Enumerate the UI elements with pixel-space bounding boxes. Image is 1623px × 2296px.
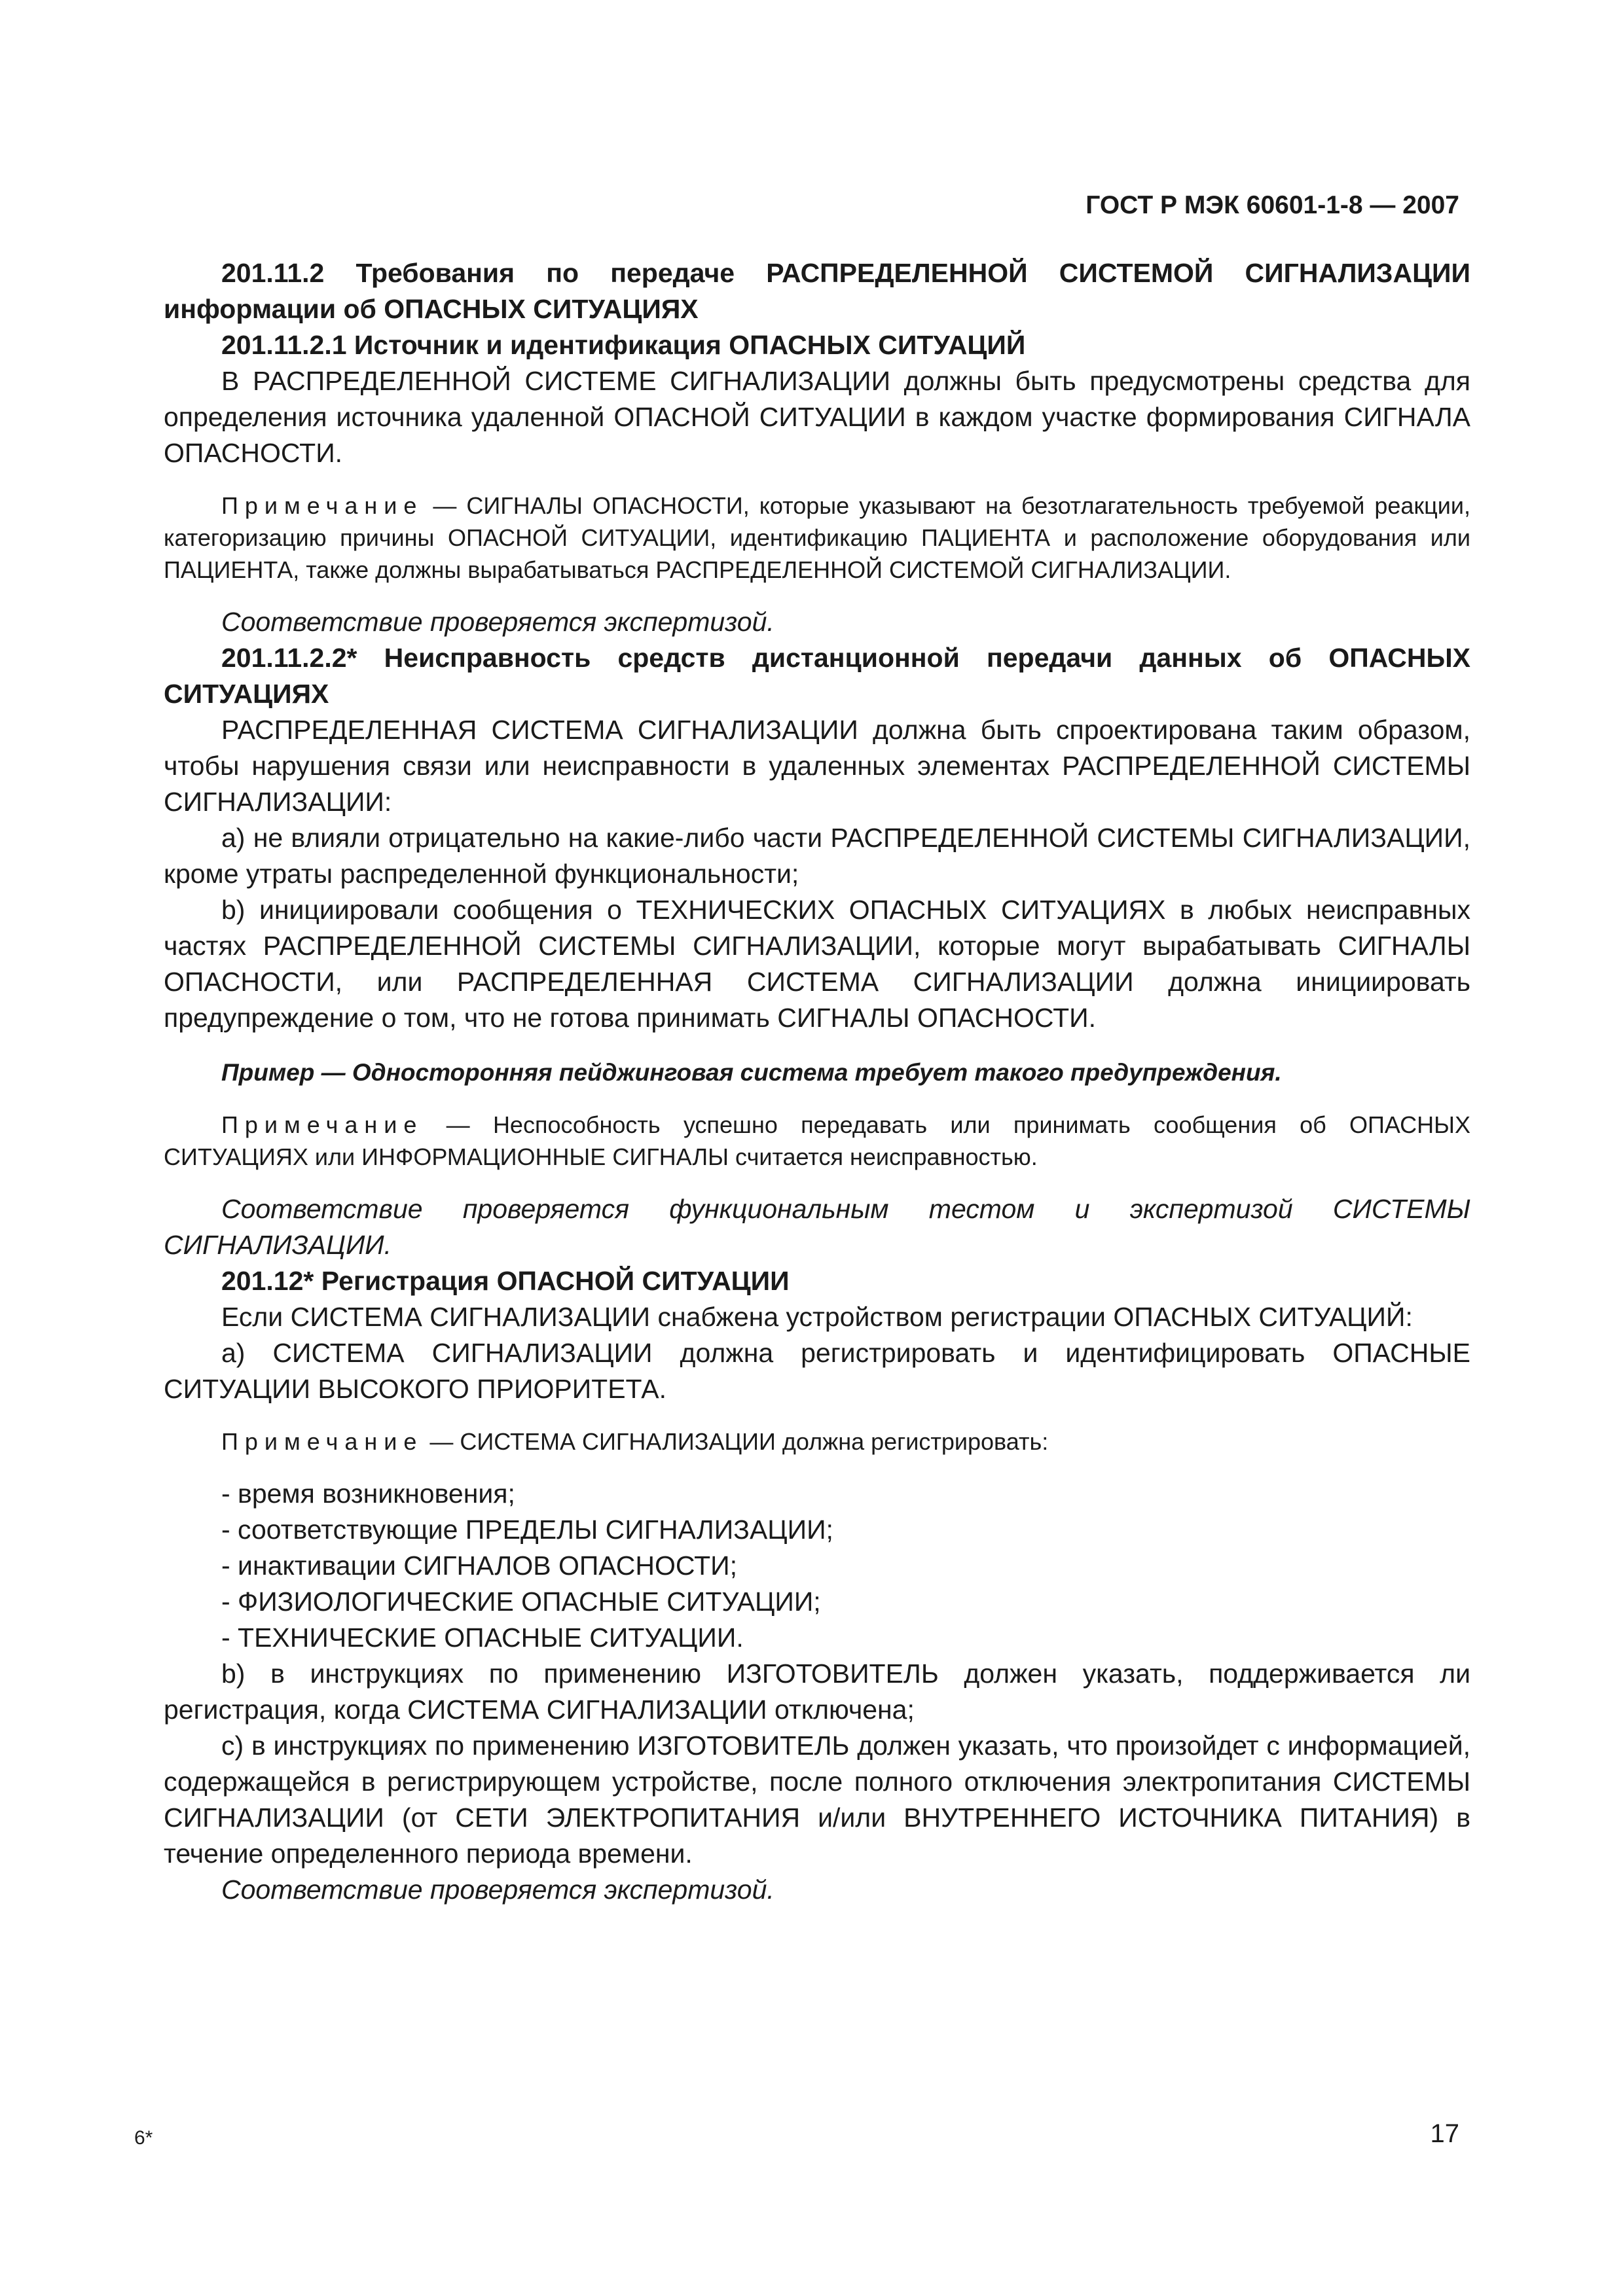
- list-item-a-registration: a) СИСТЕМА СИГНАЛИЗАЦИИ должна регистрировать и идентифицировать ОПАСНЫЕ СИТУАЦИИ ВЫСОКОГО ПРИОРИТЕТА.: [164, 1338, 1470, 1404]
- document-standard-id: ГОСТ Р МЭК 60601-1-8 — 2007: [1085, 191, 1459, 219]
- list-item: - инактивации СИГНАЛОВ ОПАСНОСТИ;: [221, 1551, 738, 1581]
- list-item: - соответствующие ПРЕДЕЛЫ СИГНАЛИЗАЦИИ;: [221, 1515, 833, 1545]
- list-item: - ФИЗИОЛОГИЧЕСКИЕ ОПАСНЫЕ СИТУАЦИИ;: [221, 1587, 821, 1617]
- compliance-statement-1: Соответствие проверяется экспертизой.: [221, 607, 775, 637]
- page-number: 17: [1430, 2119, 1459, 2148]
- note-3: [164, 1426, 1470, 1458]
- list-item-b-registration: b) в инструкциях по применению ИЗГОТОВИТЕЛЬ должен указать, поддерживается ли регистрация, когда СИСТЕМА СИГНАЛИЗАЦИИ отключена;: [164, 1659, 1470, 1725]
- note-3-text: — СИСТЕМА СИГНАЛИЗАЦИИ должна регистрировать:: [423, 1428, 1049, 1455]
- list-item: - ТЕХНИЧЕСКИЕ ОПАСНЫЕ СИТУАЦИИ.: [221, 1623, 744, 1653]
- note-2: [164, 1109, 1470, 1173]
- note-label: Примечание: [221, 1428, 424, 1455]
- sheet-mark: 6*: [134, 2127, 153, 2149]
- list-item-c-registration: c) в инструкциях по применению ИЗГОТОВИТЕЛЬ должен указать, что произойдет с информацией, содержащейся в регистрирующем устройстве, после полного отключения электропитания СИСТЕМЫ СИГНАЛИЗАЦИИ (от СЕТИ ЭЛЕКТРОПИТАНИЯ и/или ВНУТРЕННЕГО ИСТОЧНИКА ПИТАНИЯ) в течение определенного периода времени.: [164, 1731, 1470, 1869]
- note-2-text: — Неспособность успешно передавать или принимать сообщения об ОПАСНЫХ СИТУАЦИЯХ или ИНФОРМАЦИОННЫЕ СИГНАЛЫ считается неисправностью.: [164, 1111, 1470, 1170]
- list-item-a: a) не влияли отрицательно на какие-либо части РАСПРЕДЕЛЕННОЙ СИСТЕМЫ СИГНАЛИЗАЦИИ, кроме утраты распределенной функциональности;: [164, 823, 1470, 889]
- paragraph-distributed-system: РАСПРЕДЕЛЕННАЯ СИСТЕМА СИГНАЛИЗАЦИИ должна быть спроектирована таким образом, чтобы нарушения связи или неисправности в удаленных элементах РАСПРЕДЕЛЕННОЙ СИСТЕМЫ СИГНАЛИЗАЦИИ:: [164, 715, 1470, 817]
- list-item: - время возникновения;: [221, 1479, 515, 1509]
- note-label: Примечание: [221, 492, 424, 519]
- note-1: [164, 490, 1470, 586]
- paragraph-source-identification: В РАСПРЕДЕЛЕННОЙ СИСТЕМЕ СИГНАЛИЗАЦИИ должны быть предусмотрены средства для определения источника удаленной ОПАСНОЙ СИТУАЦИИ в каждом участке формирования СИГНАЛА ОПАСНОСТИ.: [164, 366, 1470, 468]
- paragraph-registration: Если СИСТЕМА СИГНАЛИЗАЦИИ снабжена устройством регистрации ОПАСНЫХ СИТУАЦИЙ:: [221, 1302, 1413, 1332]
- document-body: [164, 255, 1470, 1908]
- note-label: Примечание: [221, 1111, 424, 1138]
- list-item-b: b) инициировали сообщения о ТЕХНИЧЕСКИХ ОПАСНЫХ СИТУАЦИЯХ в любых неисправных частях РАСПРЕДЕЛЕННОЙ СИСТЕМЫ СИГНАЛИЗАЦИИ, которые могут вырабатывать СИГНАЛЫ ОПАСНОСТИ, или РАСПРЕДЕЛЕННАЯ СИСТЕМА СИГНАЛИЗАЦИИ должна инициировать предупреждение о том, что не готова принимать СИГНАЛЫ ОПАСНОСТИ.: [164, 895, 1470, 1033]
- note-1-text: — СИГНАЛЫ ОПАСНОСТИ, которые указывают на безотлагательность требуемой реакции, категоризацию причины ОПАСНОЙ СИТУАЦИИ, идентификацию ПАЦИЕНТА и расположение оборудования или ПАЦИЕНТА, также должны вырабатываться РАСПРЕДЕЛЕННОЙ СИСТЕМОЙ СИГНАЛИЗАЦИИ.: [164, 492, 1470, 583]
- compliance-statement-3: Соответствие проверяется экспертизой.: [221, 1874, 775, 1905]
- section-heading-201-12: 201.12* Регистрация ОПАСНОЙ СИТУАЦИИ: [221, 1266, 790, 1296]
- example-text: Пример — Односторонняя пейджинговая система требует такого предупреждения.: [221, 1059, 1282, 1086]
- section-heading-201-11-2-1: 201.11.2.1 Источник и идентификация ОПАСНЫХ СИТУАЦИЙ: [221, 330, 1026, 360]
- compliance-statement-2: Соответствие проверяется функциональным тестом и экспертизой СИСТЕМЫ СИГНАЛИЗАЦИИ.: [164, 1194, 1470, 1260]
- section-heading-201-11-2-2: 201.11.2.2* Неисправность средств дистанционной передачи данных об ОПАСНЫХ СИТУАЦИЯХ: [164, 643, 1470, 709]
- section-heading-201-11-2: 201.11.2 Требования по передаче РАСПРЕДЕЛЕННОЙ СИСТЕМОЙ СИГНАЛИЗАЦИИ информации об ОПАСНЫХ СИТУАЦИЯХ: [164, 258, 1470, 324]
